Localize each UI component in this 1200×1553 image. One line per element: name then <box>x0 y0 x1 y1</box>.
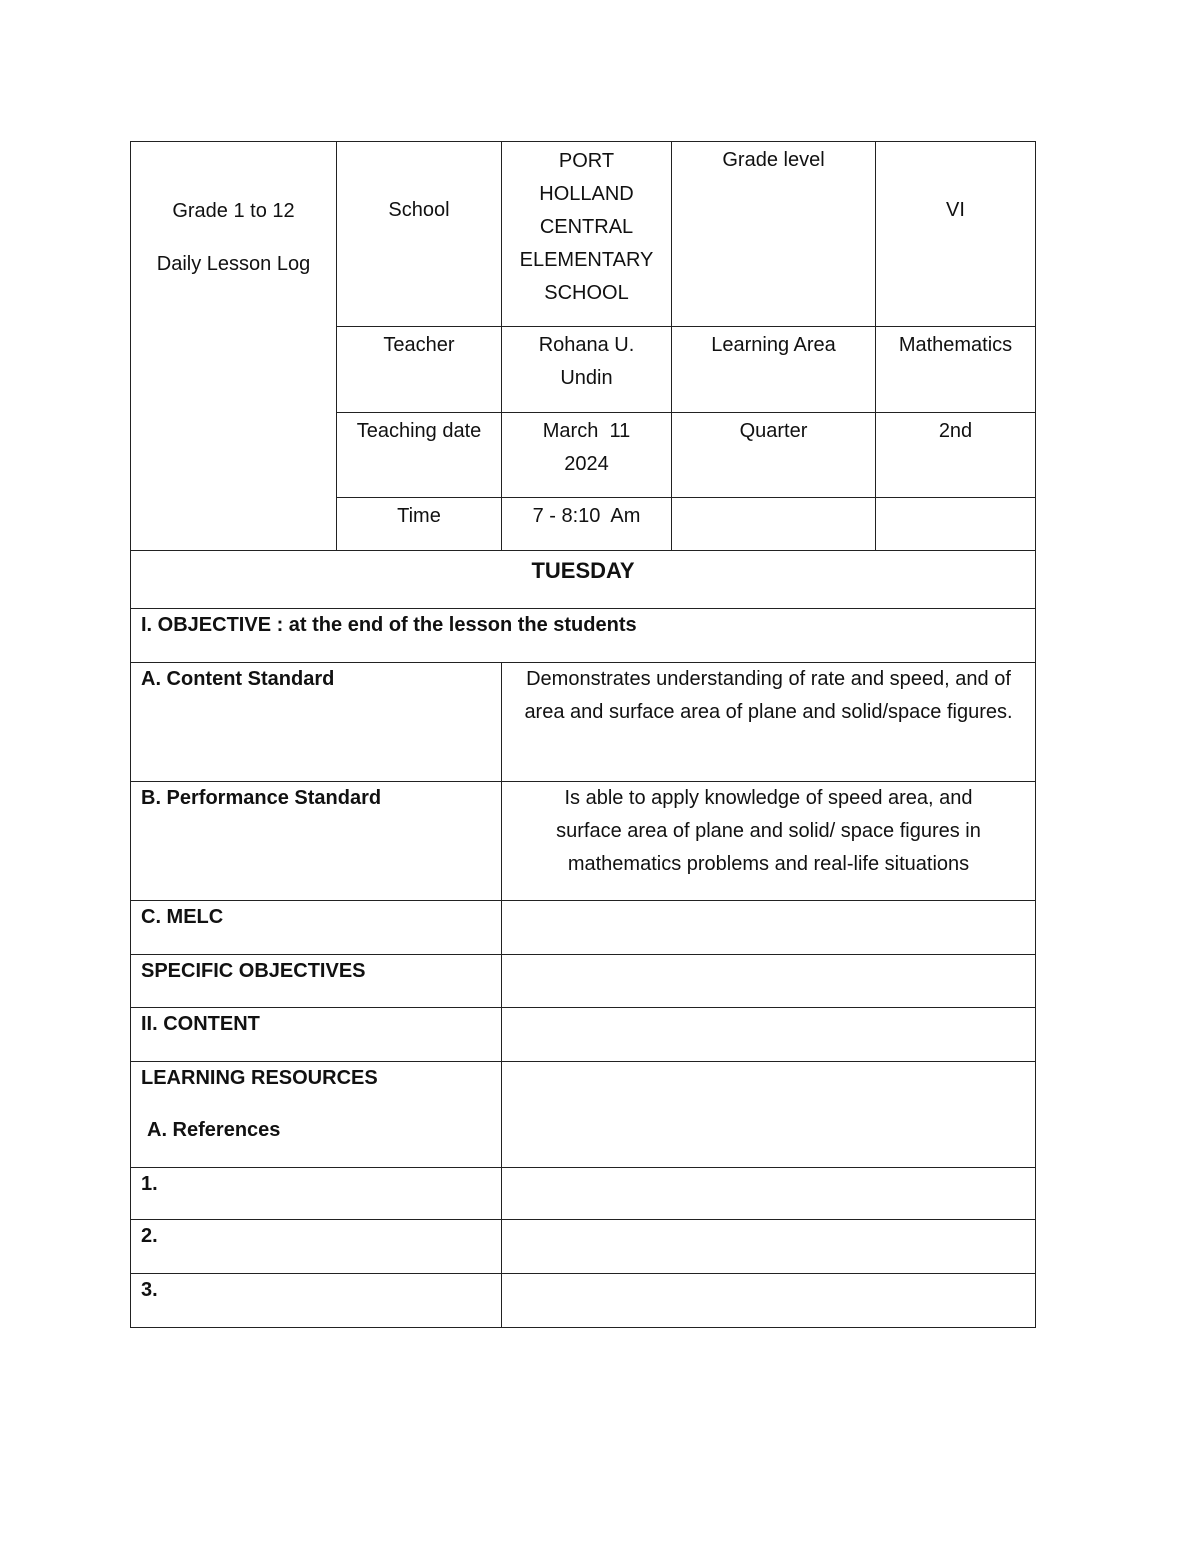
reference-3-value <box>502 1274 1036 1328</box>
school-label: School <box>337 142 502 327</box>
grade-level-value: VI <box>876 142 1036 327</box>
melc-label: C. MELC <box>131 901 502 955</box>
empty-cell <box>672 498 876 551</box>
reference-1-value <box>502 1168 1036 1220</box>
quarter-value: 2nd <box>876 413 1036 498</box>
objective-row <box>131 609 1036 663</box>
specific-objectives-row <box>131 955 1036 1008</box>
objective-heading: I. OBJECTIVE : at the end of the lesson the students <box>131 609 1036 663</box>
reference-row-3 <box>131 1274 1036 1328</box>
reference-row-2 <box>131 1220 1036 1274</box>
time-label: Time <box>337 498 502 551</box>
content-standard-label: A. Content Standard <box>131 663 502 782</box>
performance-standard-value: Is able to apply knowledge of speed area, and surface area of plane and solid/ space figures in mathematics problems and real-life situations <box>502 782 1036 901</box>
performance-standard-label: B. Performance Standard <box>131 782 502 901</box>
learning-resources-value <box>502 1062 1036 1168</box>
header-row-school <box>131 142 1036 327</box>
day-label: TUESDAY <box>131 551 1036 609</box>
reference-2-value <box>502 1220 1036 1274</box>
reference-1-label: 1. <box>131 1168 502 1220</box>
content-row <box>131 1008 1036 1062</box>
grade-level-label: Grade level <box>672 142 876 327</box>
teaching-date-value: March 11 2024 <box>502 413 672 498</box>
day-row <box>131 551 1036 609</box>
content-label: II. CONTENT <box>131 1008 502 1062</box>
teaching-date-label: Teaching date <box>337 413 502 498</box>
empty-cell <box>876 498 1036 551</box>
quarter-label: Quarter <box>672 413 876 498</box>
learning-resources-row <box>131 1062 1036 1168</box>
performance-standard-row <box>131 782 1036 901</box>
content-standard-row <box>131 663 1036 782</box>
reference-3-label: 3. <box>131 1274 502 1328</box>
learning-area-value: Mathematics <box>876 327 1036 413</box>
specific-objectives-label: SPECIFIC OBJECTIVES <box>131 955 502 1008</box>
melc-row <box>131 901 1036 955</box>
daily-lesson-log-table <box>130 141 1036 1328</box>
time-value: 7 - 8:10 Am <box>502 498 672 551</box>
specific-objectives-value <box>502 955 1036 1008</box>
teacher-value: Rohana U. Undin <box>502 327 672 413</box>
content-standard-value: Demonstrates understanding of rate and speed, and of area and surface area of plane and solid/space figures. <box>502 663 1036 782</box>
reference-row-1 <box>131 1168 1036 1220</box>
references-label: A. References <box>147 1119 281 1141</box>
teacher-label: Teacher <box>337 327 502 413</box>
content-value <box>502 1008 1036 1062</box>
learning-resources-cell <box>131 1062 502 1168</box>
school-value: PORT HOLLAND CENTRAL ELEMENTARY SCHOOL <box>502 142 672 327</box>
reference-2-label: 2. <box>131 1220 502 1274</box>
melc-value <box>502 901 1036 955</box>
learning-area-label: Learning Area <box>672 327 876 413</box>
learning-resources-label: LEARNING RESOURCES <box>141 1067 378 1089</box>
title-line-1: Grade 1 to 12 <box>172 200 295 222</box>
title-cell <box>131 142 337 551</box>
title-line-2: Daily Lesson Log <box>156 253 311 275</box>
